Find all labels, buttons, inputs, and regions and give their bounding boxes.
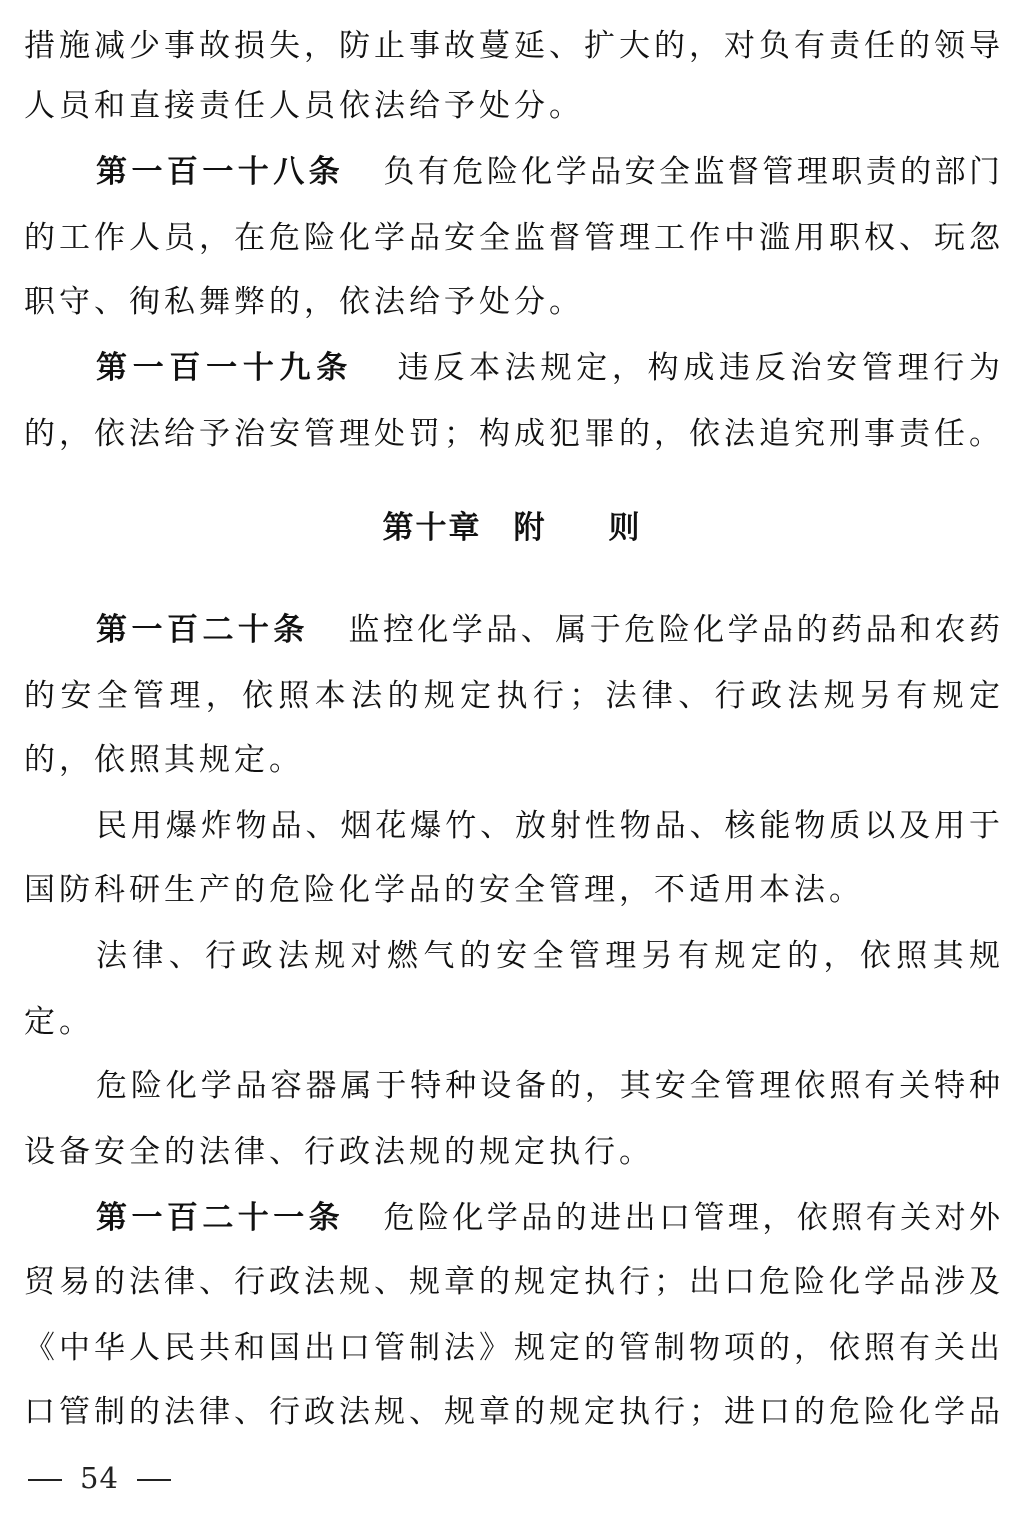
article-heading: 第一百二十条 — [96, 612, 309, 648]
article-119-line — [96, 338, 1000, 398]
article-heading: 第一百一十九条 — [96, 350, 353, 386]
text-line: 口管制的法律、行政法规、规章的规定执行；进口的危险化学品 — [24, 1394, 1000, 1430]
article-text: 监控化学品、属于危险化学品的药品和农药 — [344, 612, 1000, 648]
text-line: 国防科研生产的危险化学品的安全管理，不适用本法。 — [24, 872, 864, 908]
article-121-line — [96, 1188, 1000, 1248]
article-text: 违反本法规定，构成违反治安管理行为 — [392, 350, 1000, 386]
chapter-number: 第十章 — [382, 510, 482, 546]
page-number — [28, 1458, 171, 1498]
page-number-dash — [137, 1479, 171, 1481]
text-line: 定。 — [24, 1004, 94, 1040]
page-number-value: 54 — [80, 1461, 119, 1495]
article-text: 负有危险化学品安全监督管理职责的部门 — [380, 154, 1000, 190]
chapter-title — [0, 498, 1024, 558]
text-line: 贸易的法律、行政法规、规章的规定执行；出口危险化学品涉及 — [24, 1264, 1000, 1300]
text-line: 的，依照其规定。 — [24, 742, 304, 778]
text-line: 措施减少事故损失，防止事故蔓延、扩大的，对负有责任的领导 — [24, 28, 1000, 64]
article-heading: 第一百二十一条 — [96, 1200, 345, 1236]
text-line: 的工作人员，在危险化学品安全监督管理工作中滥用职权、玩忽 — [24, 220, 1000, 256]
text-line: 法律、行政法规对燃气的安全管理另有规定的，依照其规 — [96, 938, 1000, 974]
text-line: 人员和直接责任人员依法给予处分。 — [24, 88, 584, 124]
article-118-line — [96, 142, 1000, 202]
text-line: 《中华人民共和国出口管制法》规定的管制物项的，依照有关出 — [24, 1330, 1000, 1366]
article-heading: 第一百一十八条 — [96, 154, 345, 190]
chapter-name-part: 附 — [513, 510, 547, 546]
text-line: 设备安全的法律、行政法规的规定执行。 — [24, 1134, 654, 1170]
text-line: 的安全管理，依照本法的规定执行；法律、行政法规另有规定 — [24, 678, 1000, 714]
page-number-dash — [28, 1479, 62, 1481]
text-line: 危险化学品容器属于特种设备的，其安全管理依照有关特种 — [96, 1068, 1000, 1104]
article-text: 危险化学品的进出口管理，依照有关对外 — [380, 1200, 1000, 1236]
text-line: 职守、徇私舞弊的，依法给予处分。 — [24, 284, 584, 320]
article-120-line — [96, 600, 1000, 660]
chapter-name-part: 则 — [608, 510, 642, 546]
text-line: 的，依法给予治安管理处罚；构成犯罪的，依法追究刑事责任。 — [24, 416, 1000, 452]
text-line: 民用爆炸物品、烟花爆竹、放射性物品、核能物质以及用于 — [96, 808, 1000, 844]
